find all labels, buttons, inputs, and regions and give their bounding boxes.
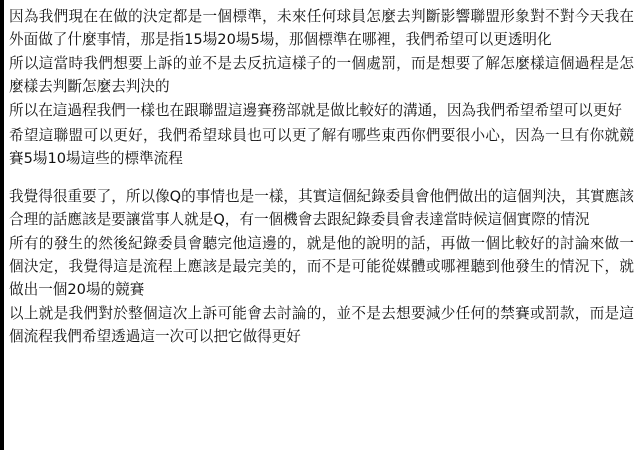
paragraph-1: 因為我們現在在做的決定都是一個標準，未來任何球員怎麼去判斷影響聯盟形象對不對今天我在外面做了什麼事情，那是指15場20場5場，那個標準在哪裡，我們希望可以更透明化 bbox=[9, 8, 634, 48]
paragraph-6: 所有的發生的然後紀錄委員會聽完他這邊的，就是他的說明的話，再做一個比較好的討論來做一個決定，我覺得這是流程上應該是最完美的，而不是可能從媒體或哪裡聽到他發生的情況下，就做出一個20場的競賽 bbox=[9, 235, 634, 298]
paragraph-5: 我覺得很重要了，所以像Q的事情也是一樣，其實這個紀錄委員會他們做出的這個判決，其實應該合理的話應該是要讓當事人就是Q，有一個機會去跟紀錄委員會表達當時候這個實際的情況 bbox=[9, 188, 634, 228]
transcript-body bbox=[4, 0, 640, 450]
paragraph-7: 以上就是我們對於整個這次上訴可能會去討論的，並不是去想要減少任何的禁賽或罰款，而是這個流程我們希望透過這一次可以把它做得更好 bbox=[9, 305, 634, 345]
section-spacer bbox=[9, 170, 634, 186]
paragraph-2: 所以這當時我們想要上訴的並不是去反抗這樣子的一個處罰，而是想要了解怎麼樣這個過程是怎麼樣去判斷怎麼去判決的 bbox=[9, 55, 634, 95]
paragraph-3: 所以在這過程我們一樣也在跟聯盟這邊賽務部就是做比較好的溝通，因為我們希望希望可以更好 bbox=[9, 102, 622, 120]
paragraph-4: 希望這聯盟可以更好，我們希望球員也可以更了解有哪些東西你們要很小心，因為一旦有你就競賽5場10場這些的標準流程 bbox=[9, 126, 634, 167]
